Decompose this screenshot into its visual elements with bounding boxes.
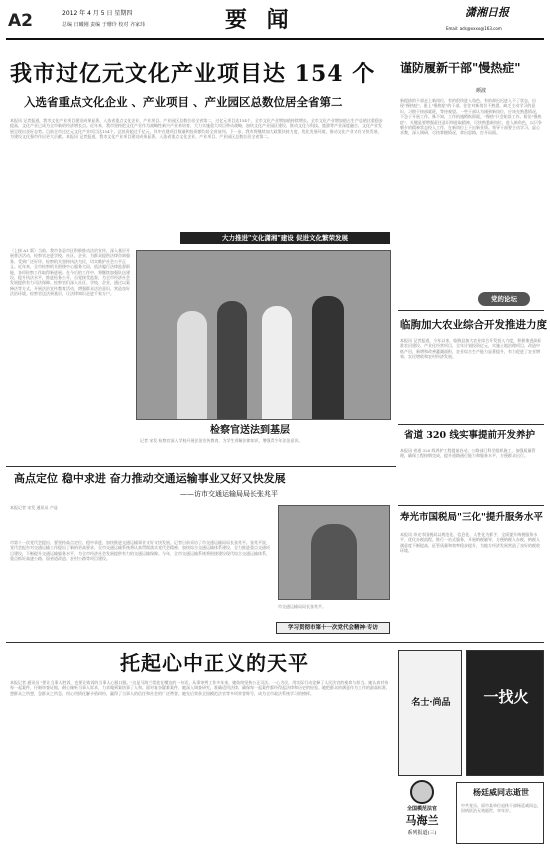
obituary-text: 中共党员、原市某单位退休干部杨廷威同志，因病医治无效逝世，享年岁。 xyxy=(461,803,541,814)
photo-caption-title: 检察官送法到基层 xyxy=(210,425,290,436)
small-ad-title: 名士·尚品 xyxy=(411,698,451,708)
hero-logo-text: 全国模范法官 xyxy=(406,806,437,812)
news-rule-2 xyxy=(398,505,544,506)
section-rule-mid xyxy=(6,466,396,467)
photo-caption-text: 记者 宋发 检察官深入学校开展法治宣传教育，为学生讲解法律知识，增强青少年法治意识。 xyxy=(140,438,303,443)
traffic-footer-badge xyxy=(276,622,390,634)
header-rule xyxy=(6,38,544,40)
traffic-photo xyxy=(278,505,390,600)
lead-subhead: 入选省重点文化企业 、产业项目 、产业园区总数位居全省第二 xyxy=(24,95,343,109)
traffic-headline: 高点定位 稳中求进 奋力推动交通运输事业又好又快发展 xyxy=(14,472,286,485)
masthead xyxy=(0,0,550,44)
sidebar-body: 新提拔的干部走上新岗位，有的很快进入角色，有的却迟迟进入不了状态，出现"慢热症"。患上"慢热症"的干部，往往对新岗位不熟悉，缺乏主动学习的意识，习惯于按部就班，等待观望。一些干部认为刚到新岗位，应该先熟悉情况，不急于开展工作。殊不知，工作机遇稍纵即逝，"慢热"只会贻误工作。防治"慢热症"，关键是要增强责任意识和进取精神，尽快熟悉新岗位、进入新角色，以只争朝夕的精神状态投入工作，在新岗位上干出新业绩。领导干部要主动学习，虚心求教，深入调研，尽快掌握情况，拿出思路，打开局面。 xyxy=(400,98,542,136)
section-title: 要 闻 xyxy=(225,7,295,33)
lead-banner: 大力推进"文化潇湘"建设 促进文化繁荣发展 xyxy=(180,232,390,244)
photo-figure-3 xyxy=(262,306,292,420)
traffic-body: 市第十一次党代会提出，要坚持高点定位、稳中求进，加快推进交通运输事业又好又快发展。记者日前采访了市交通运输局局长张兆平。张兆平说，党代会报告对交通运输工作提出了新的更高要求，全市交通运输系统将认真贯彻落实党代会精神，加快综合交通运输体系建设，全力推进重点交通项目建设，不断提升交通运输服务水平，为全市经济社会发展提供有力的交通运输保障。今年，全市交通运输系统将围绕建设现代综合交通运输体系，重点抓好高速公路、国省道改造、农村公路等项目建设。 xyxy=(10,540,270,562)
traffic-photo-figure xyxy=(311,524,357,600)
photo-figure-4 xyxy=(312,296,344,420)
traffic-footer-label: 学习贯彻市第十一次党代会精神·专访 xyxy=(288,625,378,631)
sidebar-rule xyxy=(398,310,544,311)
news-body-2: 本报讯 省道 320 线养护工程提前启动，公路部门科学组织施工，加强质量管理，确保工程按期完成，提升道路通行能力和服务水平，方便群众出行。 xyxy=(400,448,536,459)
sidebar-title: 谨防履新干部"慢热症" xyxy=(400,61,521,75)
hero-name: 马海兰 xyxy=(405,814,439,827)
traffic-intro: 本报记者 宋发 通讯员 卢显 xyxy=(10,505,58,510)
news-body-1: 本报讯 记者报道，今年以来，临朐县加大农业综合开发投入力度，积极推进高标准农田建设、产业化经营项目，全年计划投资亿元，实施土地治理项目，改造中低产田，新增和改善灌溉面积，农业综合生产能力显著提升，有力促进了农业增效、农民增收和农村经济发展。 xyxy=(400,338,542,360)
email-line: Email: ads@xxxx@163.com xyxy=(446,26,502,31)
lead-side-text: （上接 A1 版）当前，我市各县市区积极推动法治宣传，深入基层开展普法活动，检察官走进学校、社区、企业，为群众提供法律咨询服务，受到广泛好评。检察机关坚持执法为民，切实维护社会公平正义。近年来，全市检察机关围绕中心服务大局，依法履行法律监督职能，各项检察工作取得新进展。在今后的工作中，将继续加强队伍建设，提升执法水平，推进检务公开，自觉接受监督，为全市经济社会发展提供有力司法保障。检察官们深入社区、学校、企业，通过以案释法等方式，开展法治宣传教育活动，增强群众法治意识，营造良好法治环境。检察官送法到基层，让法律知识走进千家万户。 xyxy=(10,248,130,297)
big-ad[interactable] xyxy=(466,650,544,776)
traffic-subhead: ——访市交通运输局局长张兆平 xyxy=(180,490,278,498)
section-rule-bottom xyxy=(6,642,544,643)
bottom-headline: 托起心中正义的天平 xyxy=(120,651,309,675)
hero-logo-block xyxy=(392,778,452,844)
paper-name: 潇湘日报 xyxy=(465,6,509,19)
lead-photo xyxy=(136,250,391,420)
news-headline-2: 省道 320 线实事提前开发养护 xyxy=(404,430,535,441)
lead-body-text: 本报讯 记者报道，我市文化产业项目建设成果显著，入选省重点文化企业、产业项目、产业园区总数位居全省第二，过亿元项目达154个，全市文化产业增加值持续增长。全市文化产业增加值占生产总值比重稳步提高，文化产业已成为全市新的经济增长点。近年来，我市坚持把文化产业作为战略性新兴产业来培育，大力实施重大项目带动战略，加快文化产业园区建设，推动文化与科技、旅游等产业深度融合，文化产业发展呈现出良好态势。目前全市过亿元文化产业项目达154个，总投资超过千亿元，其中在建项目数量和投资额均居全省前列。下一步，我市将继续加大政策扶持力度，优化发展环境，推动文化产业又好又快发展，为建设文化强市作出更大贡献。本报讯 记者报道，我市文化产业项目建设成果显著，入选省重点文化企业、产业项目、产业园区总数位居全省第二。 xyxy=(10,118,383,140)
lead-headline: 我市过亿元文化产业项目达 154 个 xyxy=(10,61,376,87)
obituary-title: 杨廷威同志逝世 xyxy=(473,787,529,797)
hero-series: 系列报道(三) xyxy=(407,830,437,836)
bottom-body: 本报记者 通讯员 "要让当事人胜诉，也要让败诉的当事人心服口服。"这是马海兰常挂在嘴边的一句话。从事审判工作多年来，她始终坚持公正司法、一心为民，用实际行动诠释了人民法官的使命与担当。她认真对待每一起案件，仔细审查证据，耐心倾听当事人诉求，力求做到案结事了人和。面对复杂疑难案件，她深入调查研究，准确适用法律，确保每一起案件都经得起法律和历史的检验。她把群众的满意作为工作的最高标准，想群众之所想，急群众之所急，用心用情化解矛盾纠纷，赢得了当事人的信任和社会的广泛赞誉。她先后荣获全国模范法官等多项荣誉称号，成为全市政法系统学习的榜样。 xyxy=(10,680,390,696)
sidebar-byline: 颜波 xyxy=(476,88,487,94)
news-body-3: 本报讯 寿光市国税局以规范化、信息化、人性化为抓手，全面提升纳税服务水平，优化办税流程，推行一站式服务，开展纳税辅导，方便纳税人办税，纳税人满意度不断提高，征管质量和效率稳步提升，为地方经济发展营造了良好的税收环境。 xyxy=(400,532,540,554)
court-emblem-icon xyxy=(410,780,434,804)
editors-line: 总编 日曦刚 责编 于珊玲 校对 齐家玮 xyxy=(62,22,145,28)
date-line: 2012 年 4 月 5 日 星期四 xyxy=(62,10,133,17)
sidebar-badge xyxy=(478,292,530,306)
news-headline-3: 寿光市国税局"三化"提升服务水平 xyxy=(400,512,543,523)
big-ad-title: 一找火 xyxy=(483,688,529,706)
small-ad[interactable] xyxy=(398,650,462,776)
news-headline-1: 临朐加大农业综合开发推进力度 xyxy=(400,319,547,331)
page-badge: A2 xyxy=(8,11,33,31)
photo-figure-1 xyxy=(177,311,207,420)
traffic-photo-text: 市交通运输局局长张兆平。 xyxy=(278,604,326,609)
obituary xyxy=(456,782,544,844)
photo-figure-2 xyxy=(217,301,247,420)
sidebar-badge-label: 党的论坛 xyxy=(491,295,517,303)
news-rule-1 xyxy=(398,424,544,425)
